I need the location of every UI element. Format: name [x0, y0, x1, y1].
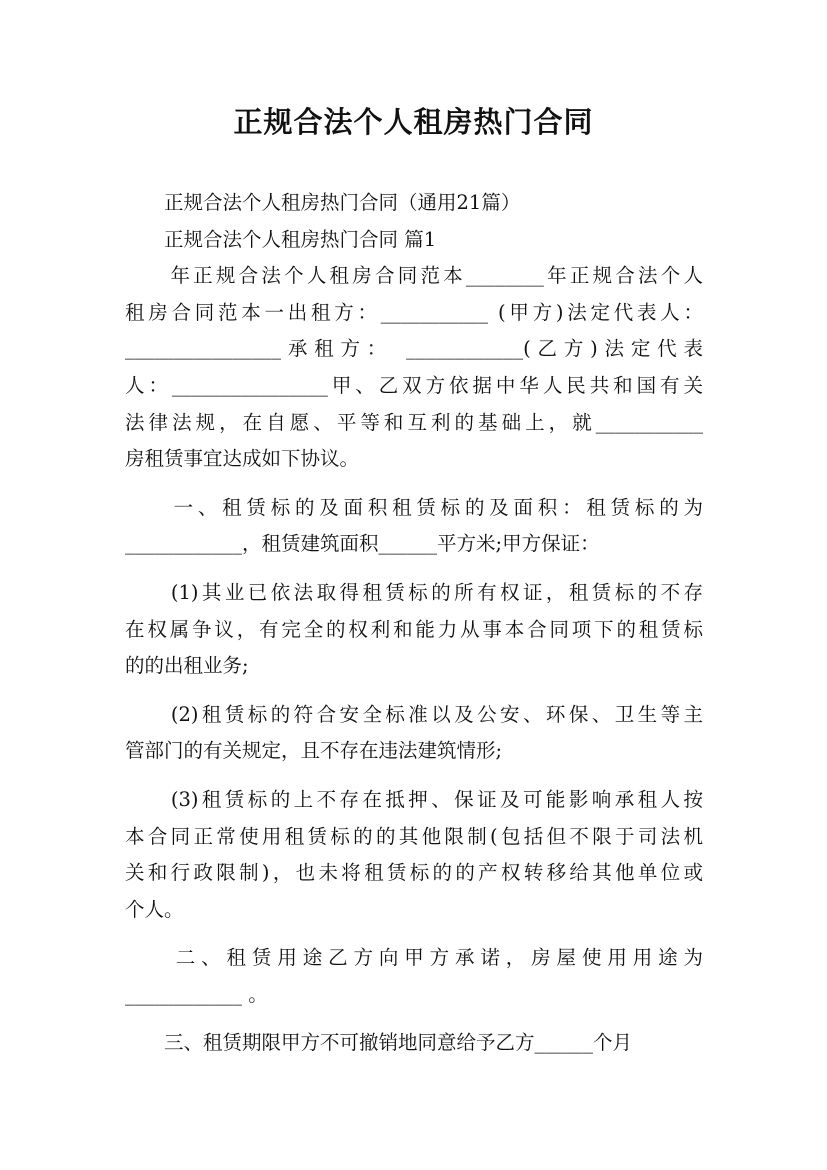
paragraph-gap — [125, 770, 703, 782]
text-line: 的的出租业务; — [125, 654, 249, 678]
text-line: ________________承租方： ____________(乙方)法定代表 — [125, 337, 703, 361]
text-line: 正规合法个人租房热门合同 篇1 — [125, 227, 437, 251]
text-line: 房租赁事宜达成如下协议。 — [125, 447, 360, 471]
paragraph — [125, 258, 703, 478]
text-line: 关和行政限制)，也未将租赁标的的产权转移给其他单位或 — [125, 861, 703, 885]
paragraph — [125, 940, 703, 1013]
text-line: 在权属争议，有完全的权利和能力从事本合同项下的租赁标 — [125, 617, 703, 641]
text-line: 年正规合法个人租房合同范本________年正规合法个人 — [125, 264, 703, 288]
text-line: 人：________________甲、乙双方依据中华人民共和国有关 — [125, 373, 703, 397]
paragraph — [125, 490, 703, 563]
text-line: 租房合同范本一出租方：___________ (甲方)法定代表人： — [125, 300, 703, 324]
text-line: 法律法规，在自愿、平等和互利的基础上，就___________ — [125, 410, 703, 434]
paragraph — [125, 185, 703, 222]
document-body — [125, 185, 703, 1062]
text-line: ____________，租赁建筑面积______平方米;甲方保证： — [125, 532, 600, 556]
paragraph — [125, 697, 703, 770]
text-line: ____________ 。 — [125, 982, 268, 1006]
document-title: 正规合法个人租房热门合同 — [233, 105, 594, 139]
text-line: 一、租赁标的及面积租赁标的及面积：租赁标的为 — [125, 495, 703, 519]
paragraph-gap — [125, 1013, 703, 1025]
paragraph-gap — [125, 685, 703, 697]
paragraph — [125, 782, 703, 928]
text-line: (1)其业已依法取得租赁标的所有权证，租赁标的不存 — [125, 580, 703, 604]
text-line: (3)租赁标的上不存在抵押、保证及可能影响承租人按 — [125, 787, 703, 811]
paragraph — [125, 222, 703, 259]
paragraph — [125, 1025, 703, 1062]
text-line: 二、租赁用途乙方向甲方承诺，房屋使用用途为 — [125, 946, 703, 970]
paragraph-gap — [125, 563, 703, 575]
text-line: 本合同正常使用租赁标的的其他限制(包括但不限于司法机 — [125, 824, 703, 848]
text-line: 个人。 — [125, 897, 184, 921]
text-line: (2)租赁标的符合安全标准以及公安、环保、卫生等主 — [125, 702, 703, 726]
text-line: 三、租赁期限甲方不可撤销地同意给予乙方______个月 — [125, 1031, 633, 1055]
text-line: 正规合法个人租房热门合同（通用21篇） — [125, 191, 521, 214]
text-line: 管部门的有关规定，且不存在违法建筑情形; — [125, 739, 503, 763]
paragraph-gap — [125, 928, 703, 940]
paragraph — [125, 575, 703, 685]
paragraph-gap — [125, 478, 703, 490]
